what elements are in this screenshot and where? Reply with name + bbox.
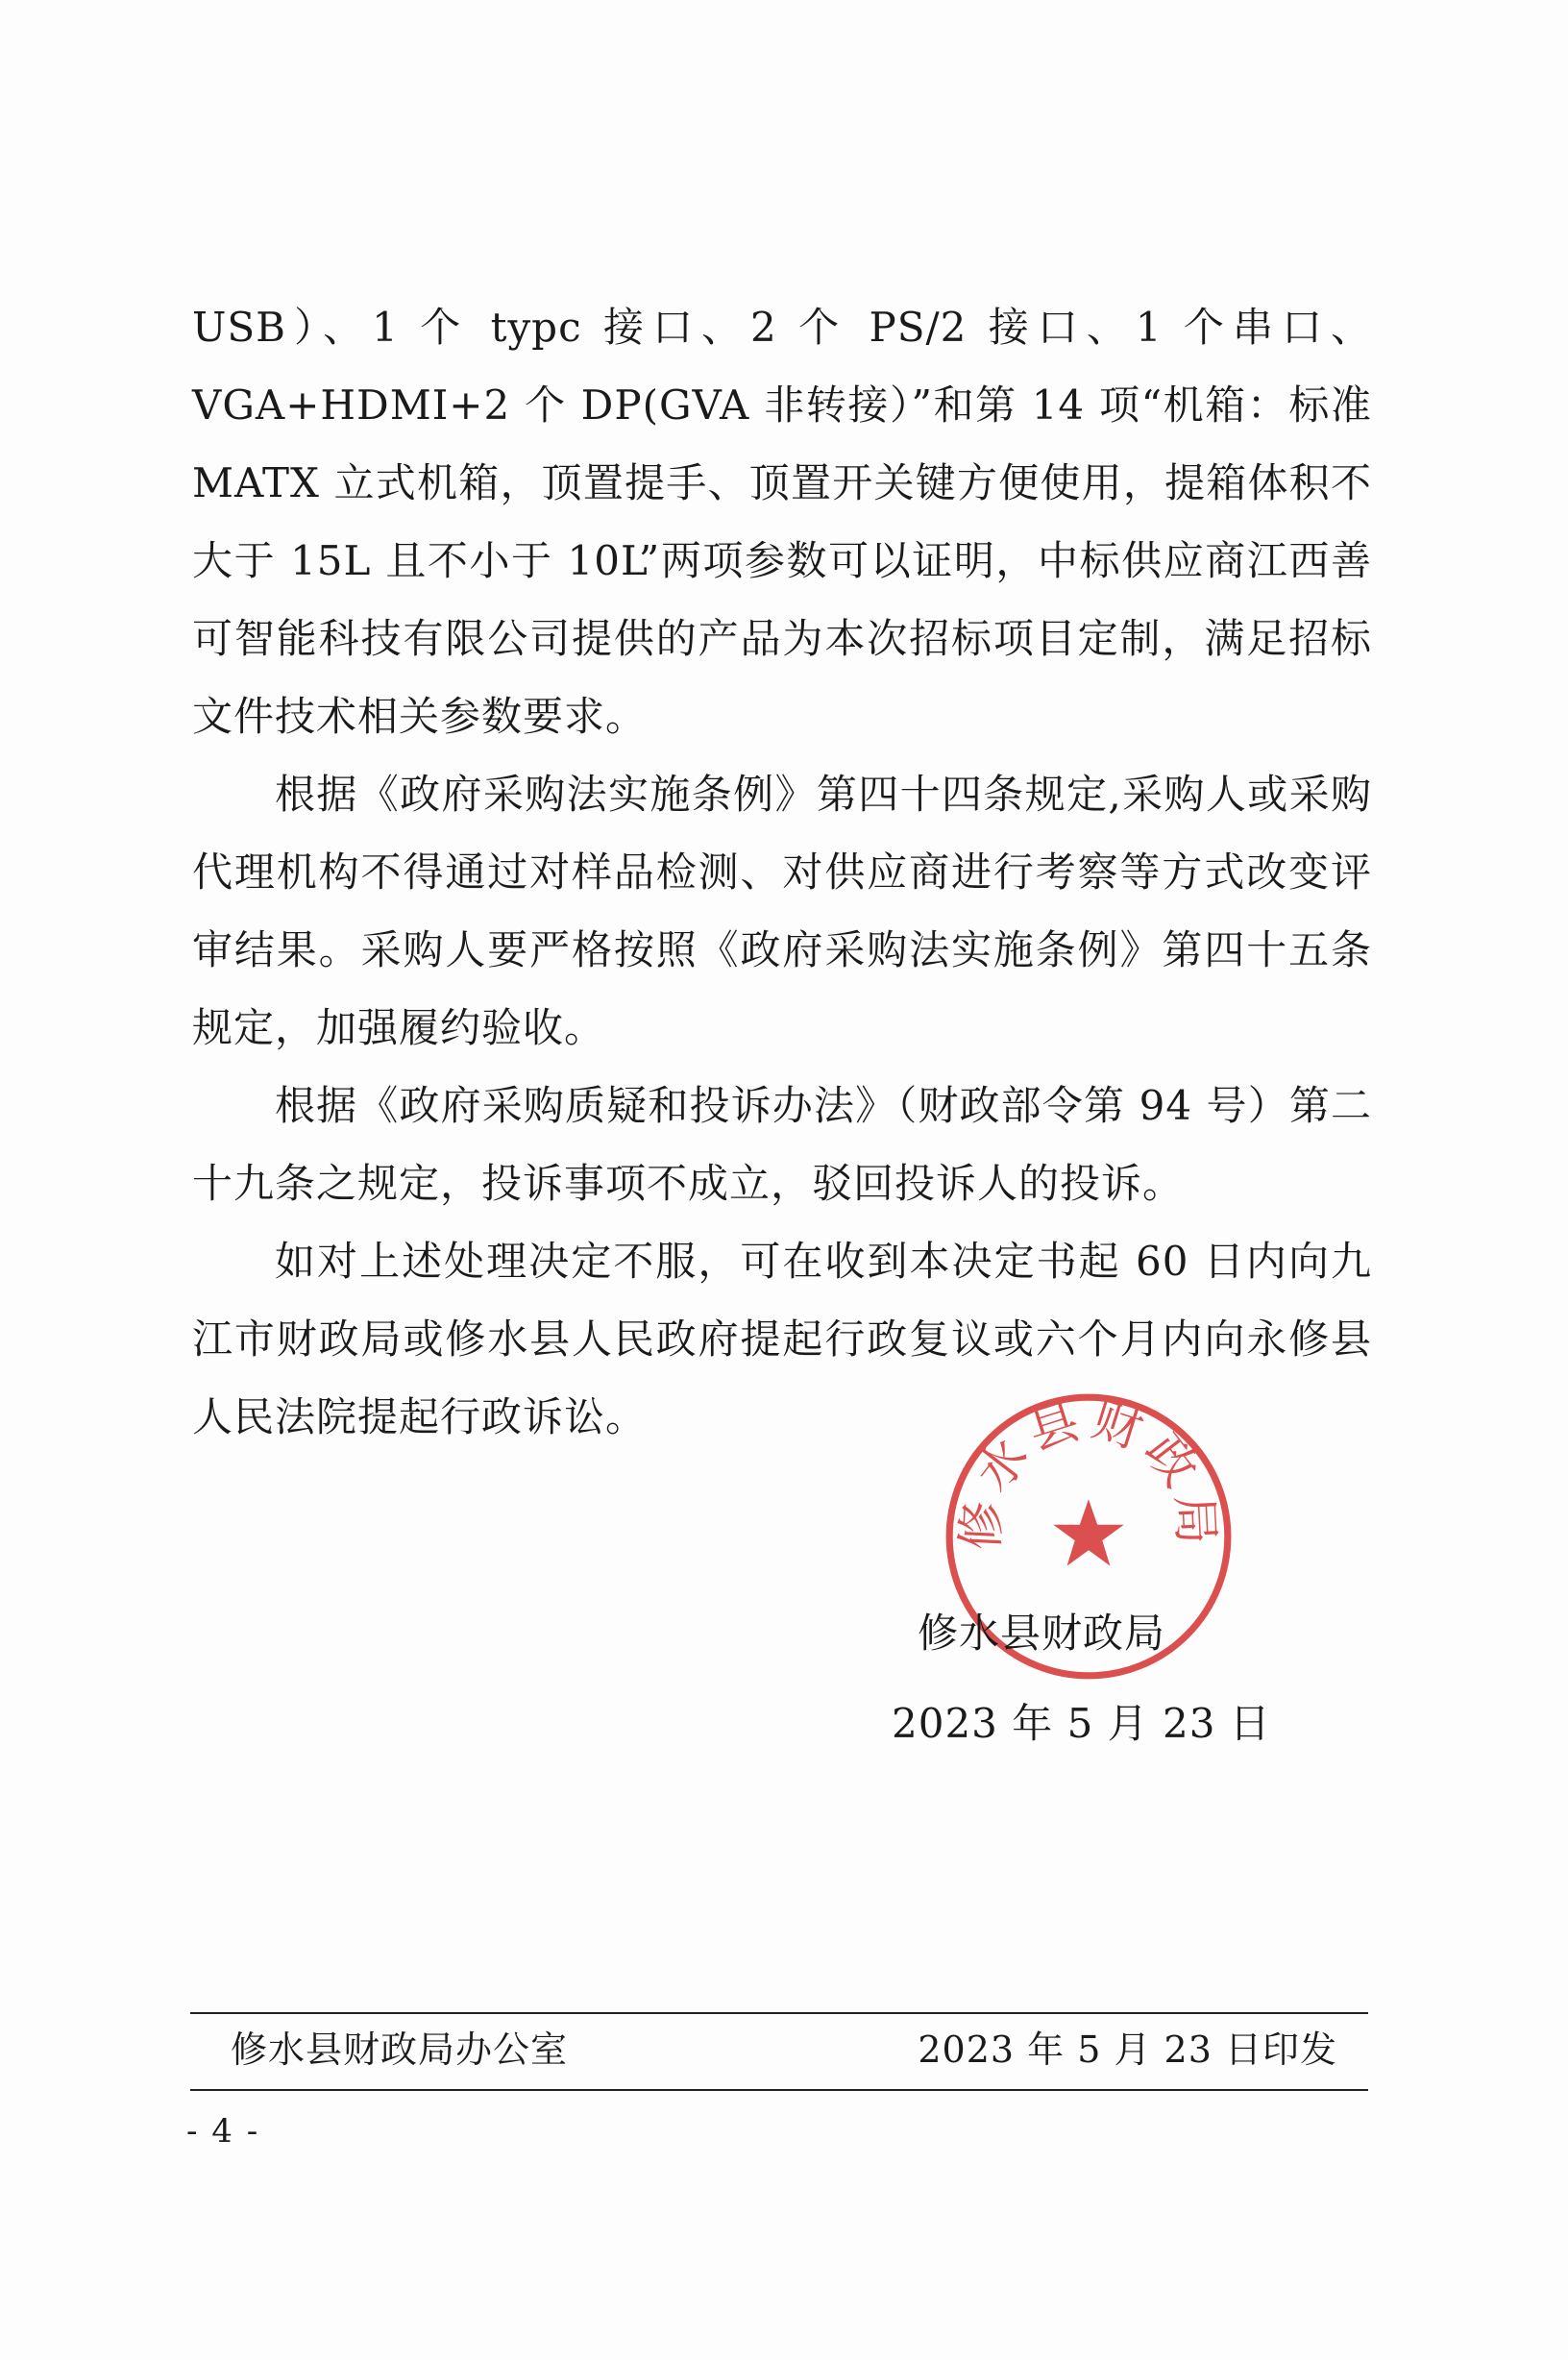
seal-text: 修水县财政局 — [952, 1391, 1225, 1552]
signature-date: 2023 年 5 月 23 日 — [892, 1700, 1271, 1747]
footer-divider-bottom — [190, 2089, 1368, 2091]
paragraph-appeal-notice: 如对上述处理决定不服，可在收到本决定书起 60 日内向九江市财政局或修水县人民政府提起行政复议或六个月内向永修县人民法院提起行政诉讼。 — [192, 1238, 1372, 1440]
footer-issuer: 修水县财政局办公室 — [231, 2028, 569, 2071]
footer-issue-date: 2023 年 5 月 23 日印发 — [918, 2028, 1337, 2071]
seal-star-icon — [1053, 1499, 1123, 1565]
document-body — [192, 288, 1372, 1456]
paragraph-regulation-44: 根据《政府采购法实施条例》第四十四条规定,采购人或采购代理机构不得通过对样品检测、对供应商进行考察等方式改变评审结果。采购人要严格按照《政府采购法实施条例》第四十五条规定，加强履约验收。 — [192, 771, 1372, 1051]
footer-divider-top — [190, 2012, 1368, 2014]
page-number: - 4 - — [186, 2112, 260, 2151]
signature-organization: 修水县财政局 — [918, 1610, 1166, 1657]
paragraph-continuation: USB）、1 个 typc 接口、2 个 PS/2 接口、1 个串口、VGA+HDMI+2 个 DP(GVA 非转接）”和第 14 项“机箱：标准 MATX 立式机箱，顶置提手、顶置开关键方便使用，提箱体积不大于 15L 且不小于 10L”两项参数可以证明，中标供应商江西善可智能科技有限公司提供的产品为本次招标项目定制，满足招标文件技术相关参数要求。 — [192, 304, 1372, 740]
paragraph-complaint-ruling: 根据《政府采购质疑和投诉办法》（财政部令第 94 号）第二十九条之规定，投诉事项不成立，驳回投诉人的投诉。 — [192, 1082, 1372, 1207]
